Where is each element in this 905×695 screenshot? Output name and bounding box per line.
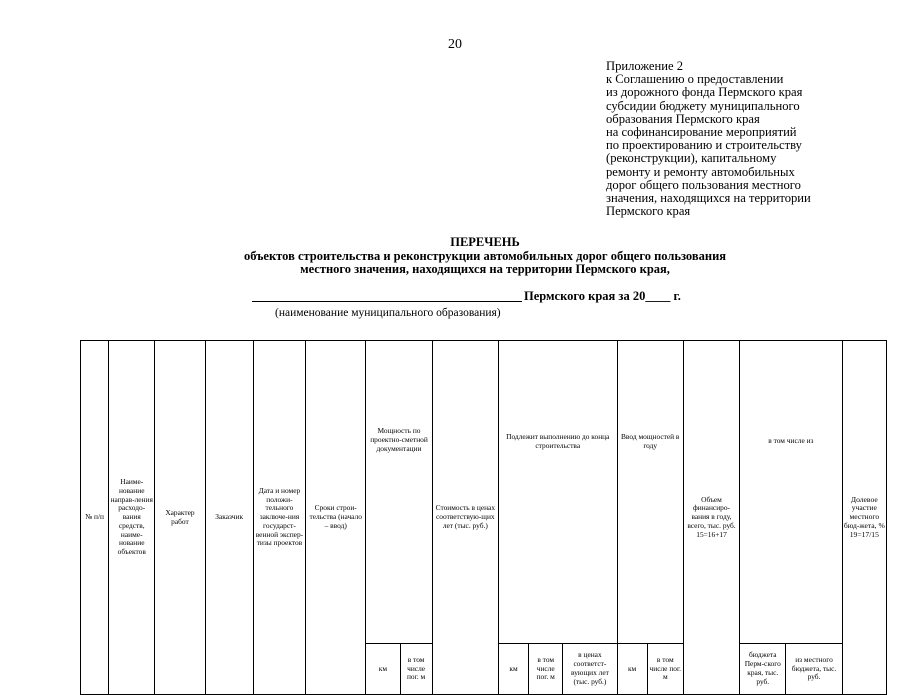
subheader-budget-region: бюджета Перм-ского края, тыс. руб.	[740, 644, 786, 695]
header-cost: Стоимость в ценах соответствую-щих лет (тыс. руб.)	[432, 341, 498, 695]
header-name: Наиме-нование направ-ления расходо-вания средств, наиме-нование объектов	[109, 341, 155, 695]
document-title	[150, 236, 820, 277]
appendix-line: дорог общего пользования местного	[606, 177, 801, 192]
header-including: в том числе из	[740, 341, 843, 644]
appendix-line: к Соглашению о предоставлении	[606, 72, 784, 87]
header-commissioning: Ввод мощностей в году	[617, 341, 683, 644]
subheader-remaining-incl: в том числе пог. м	[529, 644, 563, 695]
appendix-line: образования Пермского края	[606, 111, 760, 126]
title-line-1: объектов строительства и реконструкции автомобильных дорог общего пользования	[243, 248, 727, 263]
page-number: 20	[448, 37, 462, 52]
appendix-line: (реконструкции), капитальному	[606, 151, 777, 166]
municipality-caption: (наименование муниципального образования)	[275, 307, 501, 319]
header-num: № п/п	[81, 341, 109, 695]
subheader-commissioning-km: км	[617, 644, 647, 695]
subheader-capacity-incl: в том числе пог. м	[400, 644, 432, 695]
appendix-line: Пермского края	[606, 204, 691, 219]
header-customer: Заказчик	[205, 341, 253, 695]
header-share: Долевое участие местного бюд-жета, % 19=17/15	[842, 341, 886, 695]
title-line-2: местного значения, находящихся на территории Пермского края,	[300, 262, 670, 276]
header-work-type: Характер работ	[155, 341, 205, 695]
objects-table	[80, 340, 887, 695]
table-header-row	[81, 341, 887, 644]
appendix-line: субсидии бюджету муниципального	[606, 98, 800, 113]
appendix-line: Приложение 2	[606, 59, 684, 73]
municipality-blank-line	[252, 301, 522, 302]
header-terms: Сроки строи-тельства (начало – ввод)	[306, 341, 366, 695]
header-remaining: Подлежит выполнению до конца строительства	[498, 341, 617, 644]
subheader-remaining-prices: в ценах соответст-вующих лет (тыс. руб.)	[563, 644, 617, 695]
subheader-capacity-km: км	[366, 644, 400, 695]
municipality-suffix: Пермского края за 20____ г.	[524, 289, 681, 303]
subheader-commissioning-incl: в том числе пог. м	[647, 644, 683, 695]
appendix-line: значения, находящихся на территории	[606, 191, 811, 206]
appendix-line: по проектированию и строительству	[606, 138, 802, 153]
header-expertise: Дата и номер положи-тельного заключе-ния государст-венной экспер-тизы проектов	[253, 341, 305, 695]
appendix-line: на софинансирование мероприятий	[606, 125, 797, 140]
subheader-remaining-km: км	[498, 644, 528, 695]
appendix-line: ремонту и ремонту автомобильных	[606, 164, 795, 179]
header-capacity: Мощность по проектно-сметной документации	[366, 341, 432, 644]
appendix-note	[606, 60, 811, 218]
header-financing: Объем финансиро-вания в году, всего, тыс. руб. 15=16+17	[683, 341, 739, 695]
appendix-line: из дорожного фонда Пермского края	[606, 85, 803, 100]
title-main: ПЕРЕЧЕНЬ	[450, 235, 520, 249]
subheader-budget-local: из местного бюджета, тыс. руб.	[786, 644, 842, 695]
